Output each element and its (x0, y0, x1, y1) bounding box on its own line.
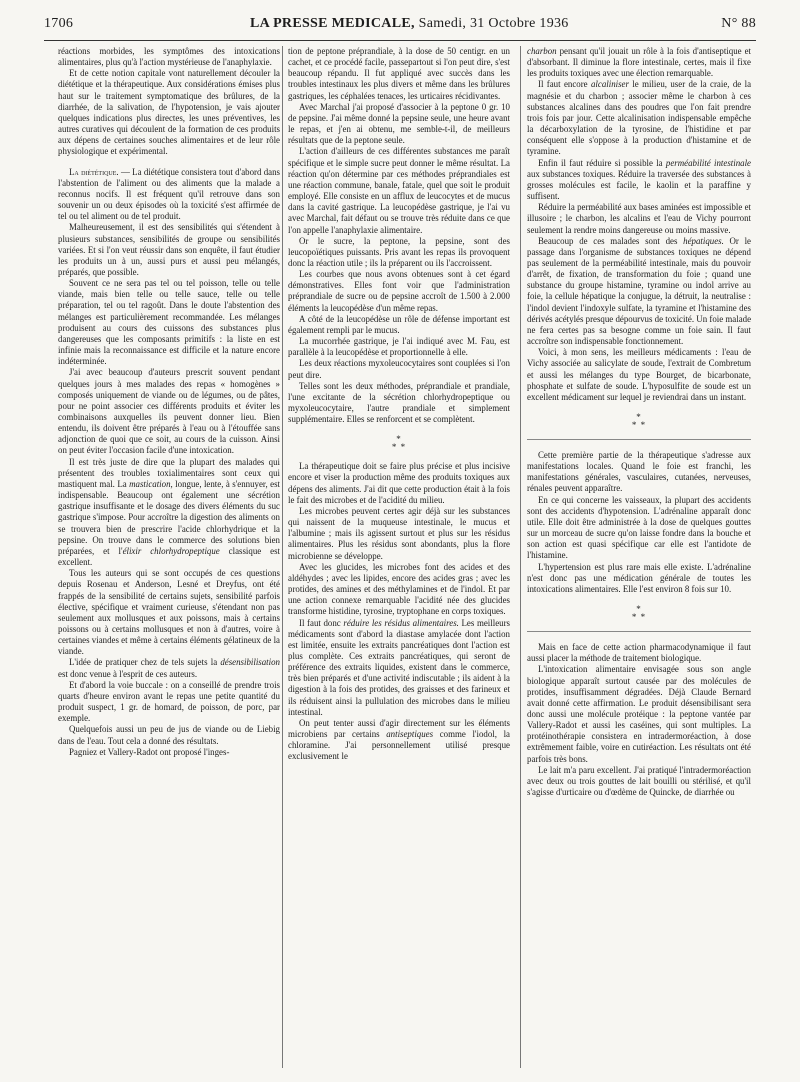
paragraph: Pagniez et Vallery-Radot ont proposé l'inges- (69, 746, 230, 757)
section-separator-stars: * * * (631, 412, 647, 430)
paragraph: Or le sucre, la peptone, la pepsine, sont des leucopoïétiques puissants. Pris avant les repas ils provoquent donc la réaction utile ; ils la préparent ou ils l'accroissent. (288, 235, 510, 268)
paragraph: La mucorrhée gastrique, je l'ai indiqué avec M. Fau, est parallèle à la leucopédèse et proportionnelle à elle. (288, 336, 510, 358)
paragraph: Il faut encore alcaliniser le milieu, user de la craie, de la magnésie et du charbon ; associer même le charbon à ces substances alcalines dans des poudres que l'on fait prendre trois fois par jour. Cette alcalinisation indispensable empêche la décarboxylation de la tyrosine, de l'histidine et par conséquent elle s'oppose à la production d'histamine et de tyramine. (527, 79, 751, 157)
paragraph: Les microbes peuvent certes agir déjà sur les substances qui naissent de la muqueuse intestinale, le mucus et l'albumine ; mais ils agissent surtout et plus sur les résidus alimentaires. Plus les résidus sont abondants, plus la flore microbienne se développe. (288, 505, 510, 561)
section-separator-stars: * * * (631, 604, 647, 623)
section-separator-stars: * * * (391, 434, 407, 453)
column-3 (527, 46, 751, 1068)
paragraph: Réduire la perméabilité aux bases aminées est impossible et illusoire ; le charbon, les alcalins et l'eau de Vichy pourront seulement la rendre moins dangereuse ou moins massive. (527, 202, 751, 235)
paragraph: Le lait m'a paru excellent. J'ai pratiqué l'intradermoréaction avec deux ou trois gouttes de lait bouilli ou stérilisé, et qu'il s'agisse d'urticaire ou d'œdème de Quincke, de diarrhée ou (527, 764, 751, 798)
paragraph: Voici, à mon sens, les meilleurs médicaments : l'eau de Vichy associée au salicylate de soude, l'extrait de Combretum et aussi les mélanges du type Bourget, de bicarbonate, phosphate et sulfate de soude. L'hyposulfite de soude est un excellent médicament sur lequel je reviendrai dans un instant. (527, 347, 751, 402)
paragraph: L'hypertension est plus rare mais elle existe. L'adrénaline n'est donc pas une médication générale de toutes les intoxications alimentaires. Elle l'est environ 8 fois sur 10. (527, 561, 751, 594)
paragraph: Cette première partie de la thérapeutique s'adresse aux manifestations locales. Quand le foie est franchi, les manifestations générales, vasculaires, cutanées, nerveuses, rénales peuvent apparaître. (527, 450, 751, 494)
paragraph: Mais en face de cette action pharmacodynamique il faut aussi placer la méthode de traitement biologique. (527, 642, 751, 664)
paragraph: charbon pensant qu'il jouait un rôle à la fois d'antiseptique et d'absorbant. Il diminue la flore intestinale, certes, mais il fixe les produits toxiques avec une élection remarquable. (527, 46, 751, 79)
paragraph: On peut tenter aussi d'agir directement sur les éléments microbiens par certains antiseptiques comme l'iodol, la chloramine. J'ai personnellement utilisé presque exclusivement le (288, 717, 510, 762)
running-title (250, 16, 569, 32)
paragraph: Beaucoup de ces malades sont des hépatiques. Or le passage dans l'organisme de substances toxiques ne dépend pas seulement de la perméabilité intestinale, mais du pouvoir d'arrêt, de fixation, de transformation du foie ; quand une substance du groupe histamine, tyramine ou indol arrive au foie, la cellule hépatique la conjugue, la détruit, la neutralise : l'indol devient l'indoxyle sulfate, la tyramine et l'histamine des dérivés acétylés presque dépourvus de toxicité. Un foie malade ne fera certes pas sa besogne comme un foie sain. Il faut accroître son indispensable fonctionnement. (527, 235, 751, 347)
paragraph: Il faut donc réduire les résidus alimentaires. Les meilleurs médicaments sont d'abord la diastase amylacée dont l'action est limitée, ensuite les extraits pancréatiques dont l'action est plus complète. Ces extraits pancréatiques, qui seront de préférence des extraits liquides, existent dans le commerce, très bien préparés et d'une activité indiscutable ; ils aident à la digestion à la fois des protides, des graisses et des farineux et ils réduisent ainsi la pullulation des microbes dans le milieu intestinal. (288, 617, 510, 717)
paragraph: Tous les auteurs qui se sont occupés de ces questions depuis Rosenau et Anderson, Lesné et Dreyfus, ont été frappés de la sensibilité de certains sujets, sensibilité parfois élective, spécifique et vraiment curieuse, s'étendant non pas seulement aux mollusques et aux poissons, mais à certains poissons ou à certains mollusques et non à d'autres, voire à certaines viandes et même à certains éléments gélatineux de la viande. (58, 568, 280, 657)
paragraph: Les deux réactions myxoleucocytaires sont couplées si l'on peut dire. (288, 358, 510, 380)
paragraph: Et de cette notion capitale vont naturellement découler la diététique et la thérapeutique. Aux considérations émises plus haut sur le traitement symptomatique des brûlures, de la diarrhée, de la salivation, de l'hypotension, je vais ajouter quelques indications plus directes, les unes préventives, les autres curatives qui découlent de la formation de ces produits aux dépens de certaines souches alimentaires et de leur rôle physiologique et expérimental. (58, 68, 280, 157)
paragraph: Il est très juste de dire que la plupart des malades qui présentent des troubles toxialimentaires sont ceux qui mastiquent mal. La mastication, longue, lente, à s'ennuyer, est indispensable. Beaucoup ont également une sécrétion gastrique insuffisante et le dosage des divers éléments du suc gastrique s'impose. Pour accroître la digestion des aliments on se trouvera bien de prescrire l'acide chlorhydrique et la pepsine. On trouve dans le commerce des solutions bien préparées, et l'élixir chlorhydropeptique classique est excellent. (58, 456, 280, 568)
paragraph: Avec Marchal j'ai proposé d'associer à la peptone 0 gr. 10 de pepsine. J'ai même donné la pepsine seule, une heure avant le repas, et j'en ai obtenu, me semble-t-il, de meilleurs résultats que de la peptone seule. (288, 101, 510, 146)
header-rule (44, 40, 756, 41)
paragraph: Quelquefois aussi un peu de jus de viande ou de Liebig dans de l'eau. Tout cela a donné des résultats. (58, 724, 280, 746)
journal-name: LA PRESSE MEDICALE, (250, 16, 415, 31)
paragraph: A côté de la leucopédèse un rôle de défense important est également rempli par le mucus. (288, 313, 510, 335)
paragraph: tion de peptone préprandiale, à la dose de 50 centigr. en un cachet, et ce procédé facile, passepartout si l'on peut dire, s'est beaucoup répandu. Il fut appliqué avec succès dans les troubles intestinaux les plus divers et même dans les brûlures gastriques, les céphalées tenaces, les urticaires récidivantes. (288, 46, 510, 101)
section-heading: La diététique. (69, 166, 119, 177)
column-divider (520, 46, 521, 1068)
paragraph: Et d'abord la voie buccale : on a conseillé de prendre trois quarts d'heure environ avant le repas une petite quantité du produit suspect, 1 gr. de homard, de poisson, de porc, par exemple. (58, 679, 280, 724)
paragraph: Avec les glucides, les microbes font des acides et des aldéhydes ; avec les lipides, encore des acides gras ; avec les protides, des amines et des méthylamines et de l'indol. Et par une action connexe remarquable l'acidité née des glucides transforme histidine, tyrosine, tryptophane en corps toxiques. (288, 561, 510, 617)
paragraph: Malheureusement, il est des sensibilités qui s'étendent à plusieurs substances, sensibilités de groupe ou sensibilités variées. Et si l'on veut réussir dans son enquête, il faut étudier les produits un à un, aussi purs et aussi peu mélangés, préparés, que possible. (58, 222, 280, 277)
page-header (44, 16, 756, 40)
paragraph: La diététique. — La diététique consistera tout d'abord dans l'abstention de l'aliment ou des aliments que la malade a reconnus nocifs. Il est fréquent qu'il retrouve dans son souvenir un ou deux épisodes où la toxicité s'est affirmée de tel ou tel aliment ou de tel produit. (58, 166, 280, 222)
paragraph: En ce qui concerne les vaisseaux, la plupart des accidents sont des accidents d'hypotension. L'adrénaline apparaît donc utile. Elle doit être administrée à la dose de quelques gouttes sur un morceau de sucre qu'on laisse fondre dans la bouche et son action est quasi spécifique car elle est l'antidote de l'histamine. (527, 494, 751, 561)
column-1 (58, 46, 280, 1068)
section-rule (527, 631, 751, 632)
paragraph: Les courbes que nous avons obtenues sont à cet égard démonstratives. Elles font voir que l'administration préprandiale de sucre ou de pepsine accroît de 1.500 à 2.000 éléments la leucopédèse d'un même repas. (288, 269, 510, 313)
paragraph: La thérapeutique doit se faire plus précise et plus incisive encore et viser la production même des produits toxiques aux dépens des aliments. J'ai dit que cette production était à la fois le fait des microbes et de l'acidité du milieu. (288, 461, 510, 505)
paragraph: Enfin il faut réduire si possible la perméabilité intestinale aux substances toxiques. Réduire la traversée des substances à grosses molécules est facile, le kaolin et la paraffine y suffisent. (527, 157, 751, 202)
column-2 (288, 46, 510, 1068)
column-divider (282, 46, 283, 1068)
paragraph: L'intoxication alimentaire envisagée sous son angle biologique apparaît surtout causée par des molécules de protides, insuffisamment dégradées. Déjà Claude Bernard avait donné cette affirmation. Le produit désensibilisant sera donc aussi une molécule protéique : la peptone vantée par Vallery-Radot et aussi les caséines, qui sont multiples. La protéinothérapie consistera en intradermoréaction, à dose extrêmement faible, voire en cutiréaction. Les résultats ont été parfois très bons. (527, 664, 751, 764)
page-number: 1706 (44, 16, 74, 31)
paragraph: réactions morbides, les symptômes des intoxications alimentaires, plus qu'à l'action mystérieuse de l'anaphylaxie. (58, 46, 280, 68)
issue-number: N° 88 (721, 16, 756, 31)
section-rule (527, 439, 751, 440)
paragraph: L'idée de pratiquer chez de tels sujets la désensibilisation est donc venue à l'esprit de ces auteurs. (58, 657, 280, 679)
paragraph: L'action d'ailleurs de ces différentes substances me paraît spécifique et le simple sucre peut donner le même résultat. La réaction qu'on détermine par ces méthodes préprandiales est une réaction commune, banale, fatale, quel que soit le produit employé. Elle consiste en un afflux de leucocytes et de mucus dans la cavité gastrique. La leucopédèse gastrique, je l'ai vu avec Marchal, fait défaut ou se trouve très réduite dans ce que l'on appelle l'anaphylaxie alimentaire. (288, 146, 510, 235)
issue-date: Samedi, 31 Octobre 1936 (418, 16, 569, 31)
paragraph: Souvent ce ne sera pas tel ou tel poisson, telle ou telle viande, mais bien telle ou telle sauce, telle ou telle préparation, tel ou tel ragoût. Dans le doute l'abstention des mélanges est particulièrement recommandée. Les mélanges produisent au cours des cuissons des substances plus dangereuses que les composants primitifs : la liste en est infinie mais la reconnaissance est difficile et la nature encore indéterminée. (58, 278, 280, 367)
paragraph: J'ai avec beaucoup d'auteurs prescrit souvent pendant quelques jours à mes malades des repas « homogènes » composés uniquement de viande ou de légumes, ou de pâtes, pour ne point associer ces différents produits et éviter les combinaisons auxquelles ils peuvent donner lieu. Bien entendu, ils doivent être préparés à l'eau ou à l'étouffée sans adjonction de quoi que ce soit, au cours de la cuisson. Ainsi on peut éviter l'occasion facile d'une intoxication. (58, 367, 280, 456)
paragraph: Telles sont les deux méthodes, préprandiale et prandiale, l'une excitante de la sécrétion chlorhydropeptique ou myxoleucocytaire, l'autre prandiale et simplement supplémentaire. Elles se renforcent et se complètent. (288, 380, 510, 425)
